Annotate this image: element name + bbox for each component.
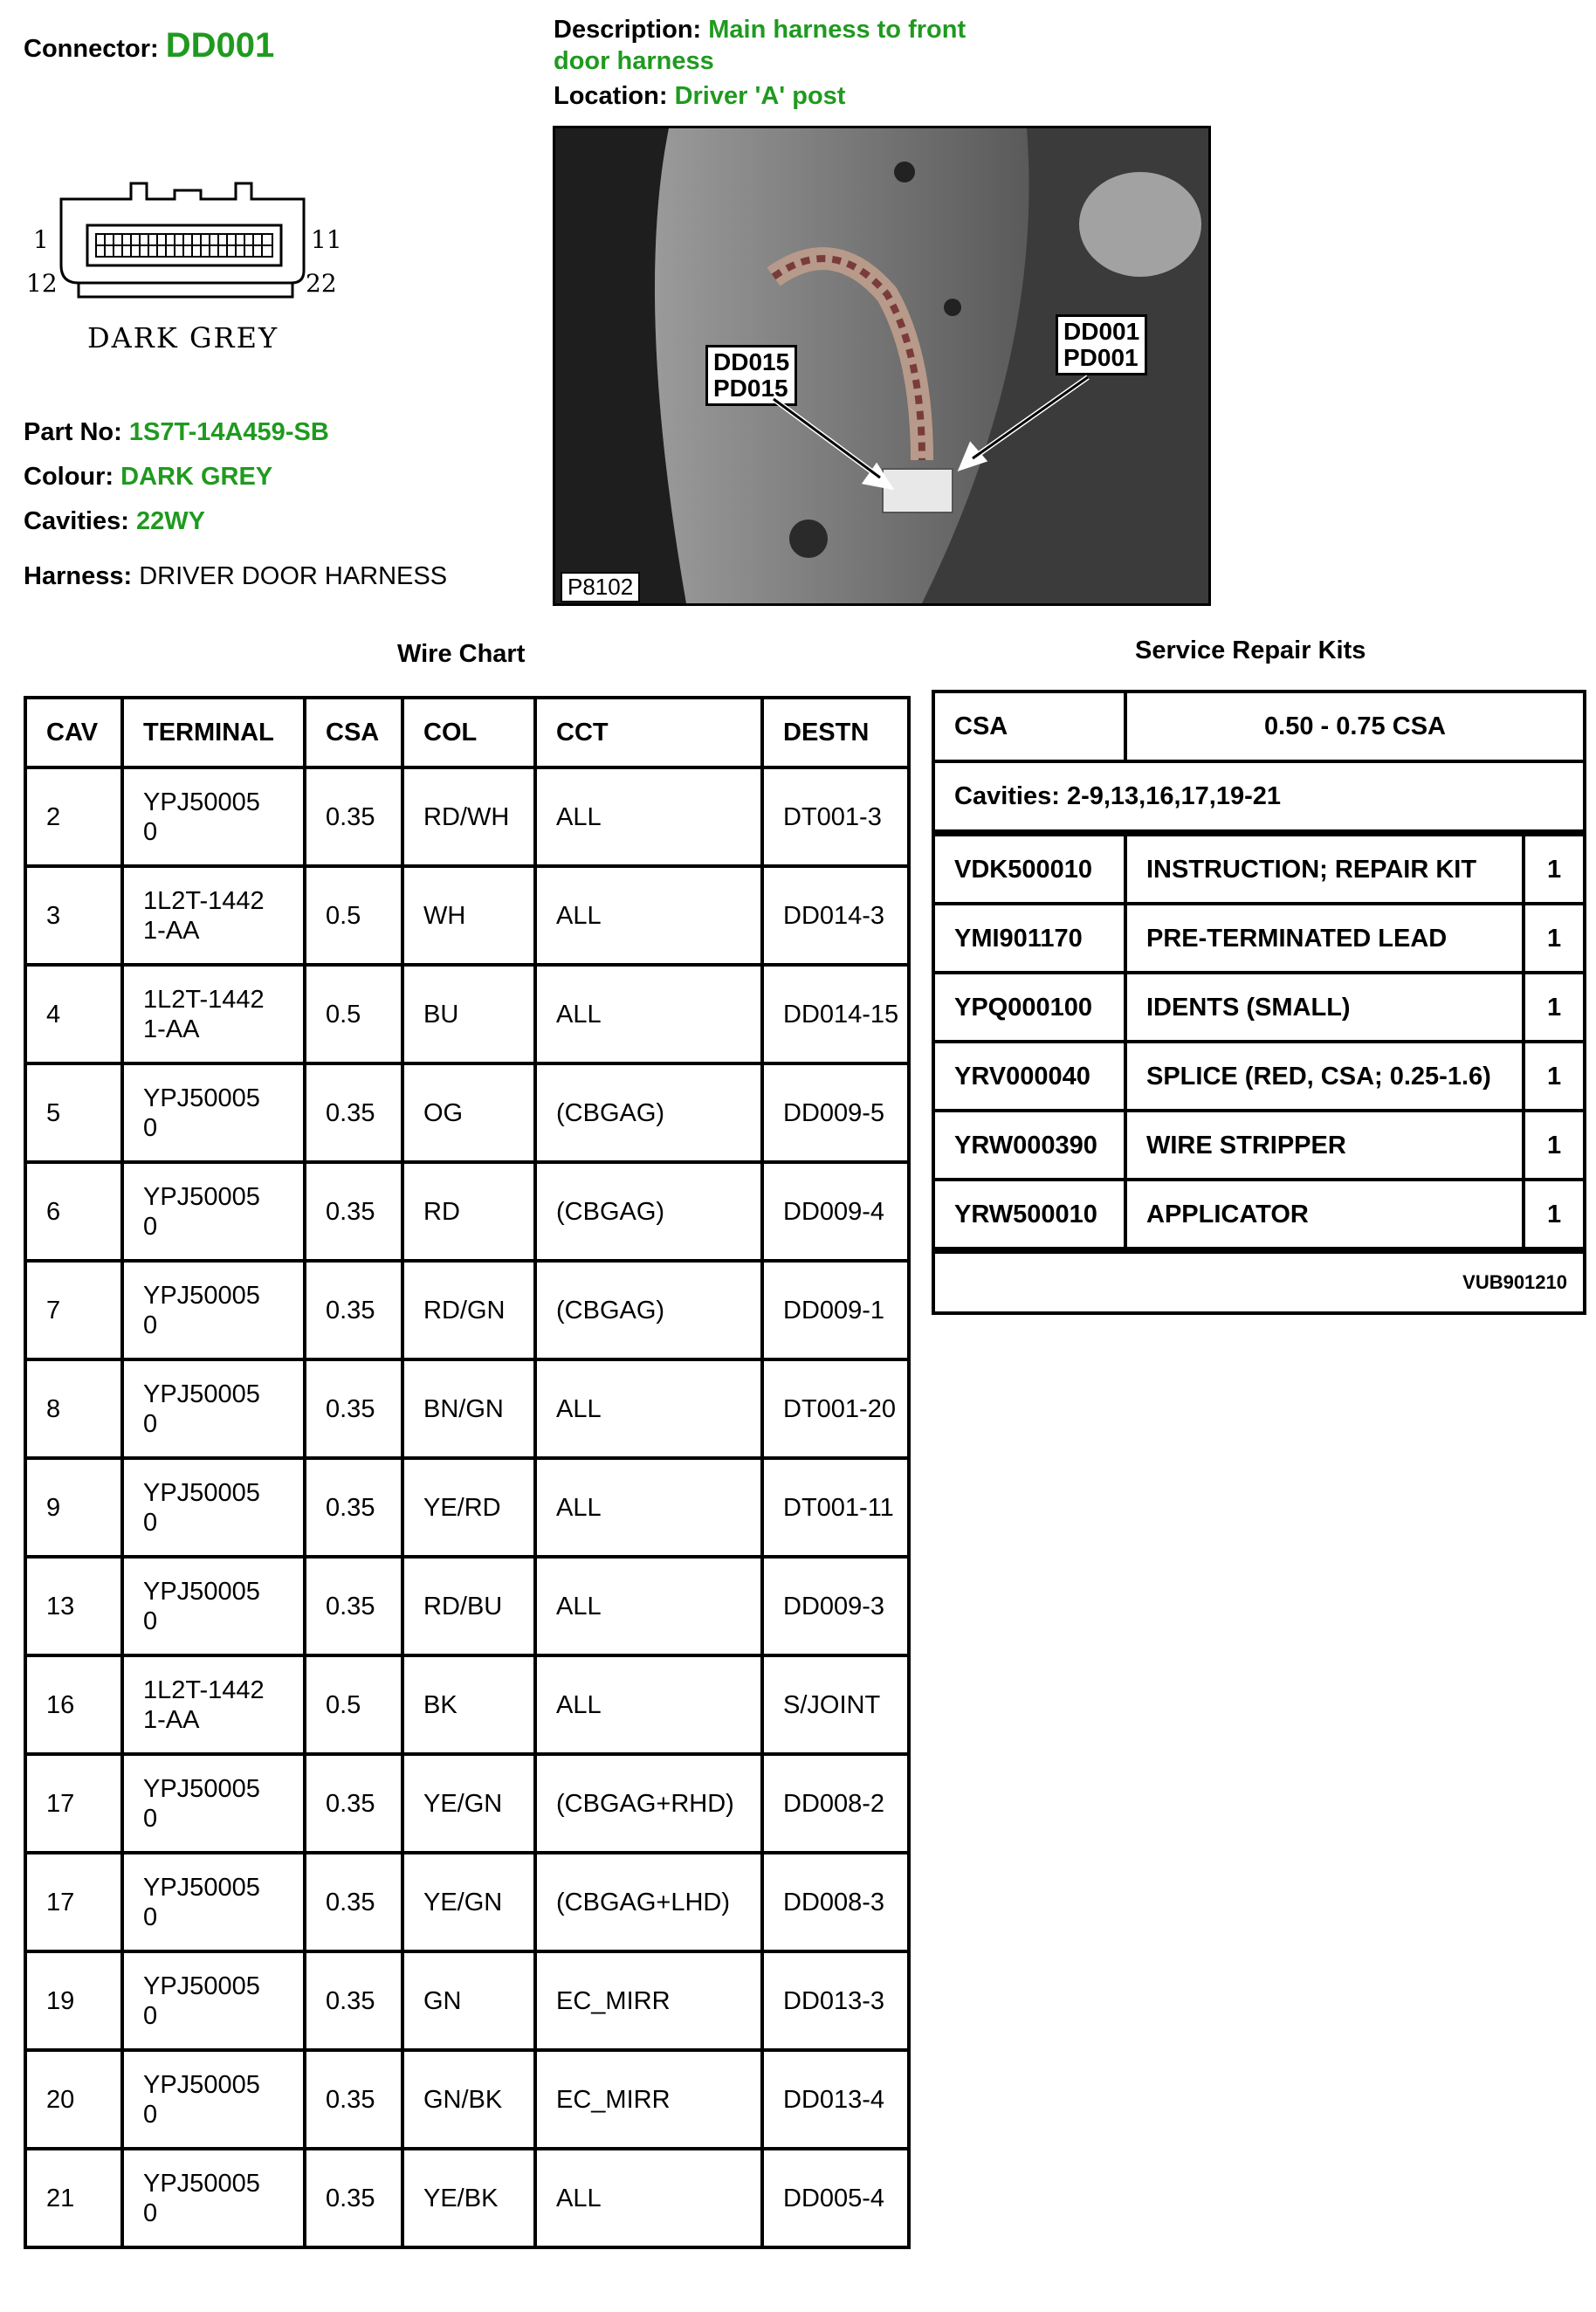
kit-item-qty: 1 [1524,1180,1585,1250]
kit-item-row [933,1180,1585,1250]
wire-row [25,1754,909,1853]
cell-cav: 2 [25,767,122,866]
cell-csa: 0.5 [305,866,402,965]
cell-col: YE/GN [402,1853,535,1951]
cell-csa: 0.35 [305,1557,402,1655]
cell-csa: 0.35 [305,1162,402,1261]
cell-csa: 0.35 [305,767,402,866]
callout-right-line1: DD001 [1063,318,1140,345]
location-label: Location: [554,82,668,110]
cell-col: GN/BK [402,2050,535,2149]
header-terminal: TERMINAL [122,698,305,767]
wire-row [25,2050,909,2149]
connector-label: Connector: [24,35,159,63]
wire-row [25,1458,909,1557]
kit-item-code: YRW500010 [933,1180,1125,1250]
description [554,14,966,77]
kit-item-row [933,1111,1585,1180]
cell-terminal: YPJ500050 [122,2050,305,2149]
cell-cct: (CBGAG) [535,1063,762,1162]
cell-col: OG [402,1063,535,1162]
cell-cct: ALL [535,1557,762,1655]
cell-cav: 16 [25,1655,122,1754]
pin-label-1: 1 [33,225,49,254]
colour [24,461,272,492]
connector-heading [24,26,275,65]
location [554,80,845,112]
cell-col: RD/GN [402,1261,535,1359]
description-value-line1: Main harness to front [708,16,967,44]
cell-csa: 0.35 [305,1754,402,1853]
cell-csa: 0.35 [305,1951,402,2050]
kit-reference: VUB901210 [933,1250,1585,1313]
cell-terminal: YPJ500050 [122,1754,305,1853]
pin-label-11: 11 [311,225,342,254]
cell-cav: 7 [25,1261,122,1359]
colour-value: DARK GREY [120,463,273,491]
cell-terminal: 1L2T-14421-AA [122,1655,305,1754]
cavities [24,506,205,537]
cell-destn: DT001-3 [762,767,909,866]
cell-terminal: YPJ500050 [122,1951,305,2050]
cell-destn: DD008-3 [762,1853,909,1951]
kit-csa-row [933,692,1585,761]
cell-cav: 21 [25,2149,122,2247]
cell-cct: ALL [535,1359,762,1458]
kit-item-qty: 1 [1524,904,1585,973]
wire-chart-title: Wire Chart [397,640,526,668]
cell-csa: 0.35 [305,2050,402,2149]
kit-item-code: YRV000040 [933,1042,1125,1111]
cell-terminal: 1L2T-14421-AA [122,965,305,1063]
cell-cct: ALL [535,866,762,965]
kit-item-qty: 1 [1524,833,1585,904]
cell-destn: DT001-11 [762,1458,909,1557]
cell-csa: 0.35 [305,1359,402,1458]
kit-item-qty: 1 [1524,1111,1585,1180]
cell-cav: 19 [25,1951,122,2050]
cell-destn: DD008-2 [762,1754,909,1853]
cell-csa: 0.35 [305,1458,402,1557]
kit-item-desc: IDENTS (SMALL) [1125,973,1524,1042]
cell-cav: 20 [25,2050,122,2149]
cell-destn: DD009-1 [762,1261,909,1359]
kit-item-desc: INSTRUCTION; REPAIR KIT [1125,833,1524,904]
cell-destn: DD013-4 [762,2050,909,2149]
cell-terminal: YPJ500050 [122,1261,305,1359]
cell-csa: 0.35 [305,1261,402,1359]
cell-cct: (CBGAG) [535,1162,762,1261]
kit-item-row [933,904,1585,973]
cell-terminal: 1L2T-14421-AA [122,866,305,965]
cell-cav: 6 [25,1162,122,1261]
kit-csa-value: 0.50 - 0.75 CSA [1125,692,1585,761]
cell-terminal: YPJ500050 [122,1557,305,1655]
kit-item-code: YMI901170 [933,904,1125,973]
part-number-label: Part No: [24,418,122,446]
cell-cct: ALL [535,1458,762,1557]
pin-label-22: 22 [306,269,337,298]
wire-row [25,965,909,1063]
cell-csa: 0.35 [305,2149,402,2247]
wire-row [25,1063,909,1162]
cell-col: YE/BK [402,2149,535,2247]
cell-cct: ALL [535,1655,762,1754]
wire-row [25,1557,909,1655]
harness [24,561,447,592]
kit-csa-label: CSA [933,692,1125,761]
harness-label: Harness: [24,562,133,590]
cell-col: YE/GN [402,1754,535,1853]
cavities-value: 22WY [135,507,205,535]
kit-item-qty: 1 [1524,1042,1585,1111]
cell-cav: 3 [25,866,122,965]
cell-terminal: YPJ500050 [122,1063,305,1162]
repair-kits-title: Service Repair Kits [1135,636,1366,664]
cell-cct: EC_MIRR [535,2050,762,2149]
cell-destn: DD009-3 [762,1557,909,1655]
cell-destn: DD014-3 [762,866,909,965]
cell-terminal: YPJ500050 [122,1359,305,1458]
wire-chart-table [24,696,911,2249]
photo-reference: P8102 [561,572,640,602]
wire-row [25,1162,909,1261]
kit-item-code: YPQ000100 [933,973,1125,1042]
cell-terminal: YPJ500050 [122,1458,305,1557]
kit-item-desc: PRE-TERMINATED LEAD [1125,904,1524,973]
cell-cav: 17 [25,1853,122,1951]
callout-right-line2: PD001 [1063,344,1139,371]
cell-csa: 0.5 [305,965,402,1063]
cell-destn: DD009-4 [762,1162,909,1261]
harness-value: DRIVER DOOR HARNESS [139,562,448,590]
kit-item-qty: 1 [1524,973,1585,1042]
kit-item-row [933,1042,1585,1111]
kit-ref-row [933,1250,1585,1313]
description-label: Description: [554,16,702,44]
wire-row [25,1359,909,1458]
cell-cav: 13 [25,1557,122,1655]
cell-col: RD [402,1162,535,1261]
description-value-line2: door harness [554,47,714,75]
header-destn: DESTN [762,698,909,767]
wire-row [25,1951,909,2050]
cell-destn: DT001-20 [762,1359,909,1458]
cell-col: BK [402,1655,535,1754]
wire-row [25,1655,909,1754]
cell-terminal: YPJ500050 [122,1853,305,1951]
cell-cct: (CBGAG+RHD) [535,1754,762,1853]
cell-col: BN/GN [402,1359,535,1458]
header-cct: CCT [535,698,762,767]
kit-item-row [933,973,1585,1042]
cell-col: RD/BU [402,1557,535,1655]
cell-cav: 17 [25,1754,122,1853]
repair-kits-table [932,690,1586,1315]
cell-col: YE/RD [402,1458,535,1557]
cell-destn: S/JOINT [762,1655,909,1754]
callout-left-line2: PD015 [713,375,788,402]
kit-item-code: YRW000390 [933,1111,1125,1180]
cell-csa: 0.5 [305,1655,402,1754]
cell-col: RD/WH [402,767,535,866]
kit-item-code: VDK500010 [933,833,1125,904]
part-number [24,416,329,448]
connector-id: DD001 [165,26,275,65]
cell-destn: DD014-15 [762,965,909,1063]
kit-cavities: Cavities: 2-9,13,16,17,19-21 [933,761,1585,833]
header-col: COL [402,698,535,767]
colour-label: Colour: [24,463,114,491]
cell-destn: DD013-3 [762,1951,909,2050]
cell-cct: (CBGAG) [535,1261,762,1359]
cell-cct: (CBGAG+LHD) [535,1853,762,1951]
wire-row [25,866,909,965]
cell-cct: EC_MIRR [535,1951,762,2050]
cell-cav: 8 [25,1359,122,1458]
header-csa: CSA [305,698,402,767]
part-number-value: 1S7T-14A459-SB [128,418,329,446]
kit-item-desc: APPLICATOR [1125,1180,1524,1250]
cell-destn: DD005-4 [762,2149,909,2247]
connector-colour-caption: DARK GREY [87,321,279,354]
cell-col: WH [402,866,535,965]
wire-row [25,767,909,866]
cell-cct: ALL [535,965,762,1063]
connector-diagram [26,175,349,362]
cell-csa: 0.35 [305,1853,402,1951]
kit-item-desc: SPLICE (RED, CSA; 0.25-1.6) [1125,1042,1524,1111]
cell-terminal: YPJ500050 [122,1162,305,1261]
location-photo [553,126,1211,606]
cell-csa: 0.35 [305,1063,402,1162]
kit-item-row [933,833,1585,904]
cell-terminal: YPJ500050 [122,2149,305,2247]
cell-col: GN [402,1951,535,2050]
cell-col: BU [402,965,535,1063]
callout-left-line1: DD015 [713,348,790,375]
cell-cct: ALL [535,767,762,866]
cell-cav: 5 [25,1063,122,1162]
callout-arrows [555,128,1208,603]
cavities-label: Cavities: [24,507,129,535]
kit-cavities-row [933,761,1585,833]
cell-cav: 9 [25,1458,122,1557]
cell-destn: DD009-5 [762,1063,909,1162]
cell-cav: 4 [25,965,122,1063]
cell-cct: ALL [535,2149,762,2247]
wire-row [25,2149,909,2247]
header-cav: CAV [25,698,122,767]
cell-terminal: YPJ500050 [122,767,305,866]
kit-item-desc: WIRE STRIPPER [1125,1111,1524,1180]
location-value: Driver 'A' post [674,82,846,110]
pin-label-12: 12 [26,269,58,298]
wire-row [25,1261,909,1359]
wire-chart-header-row [25,698,909,767]
wire-row [25,1853,909,1951]
